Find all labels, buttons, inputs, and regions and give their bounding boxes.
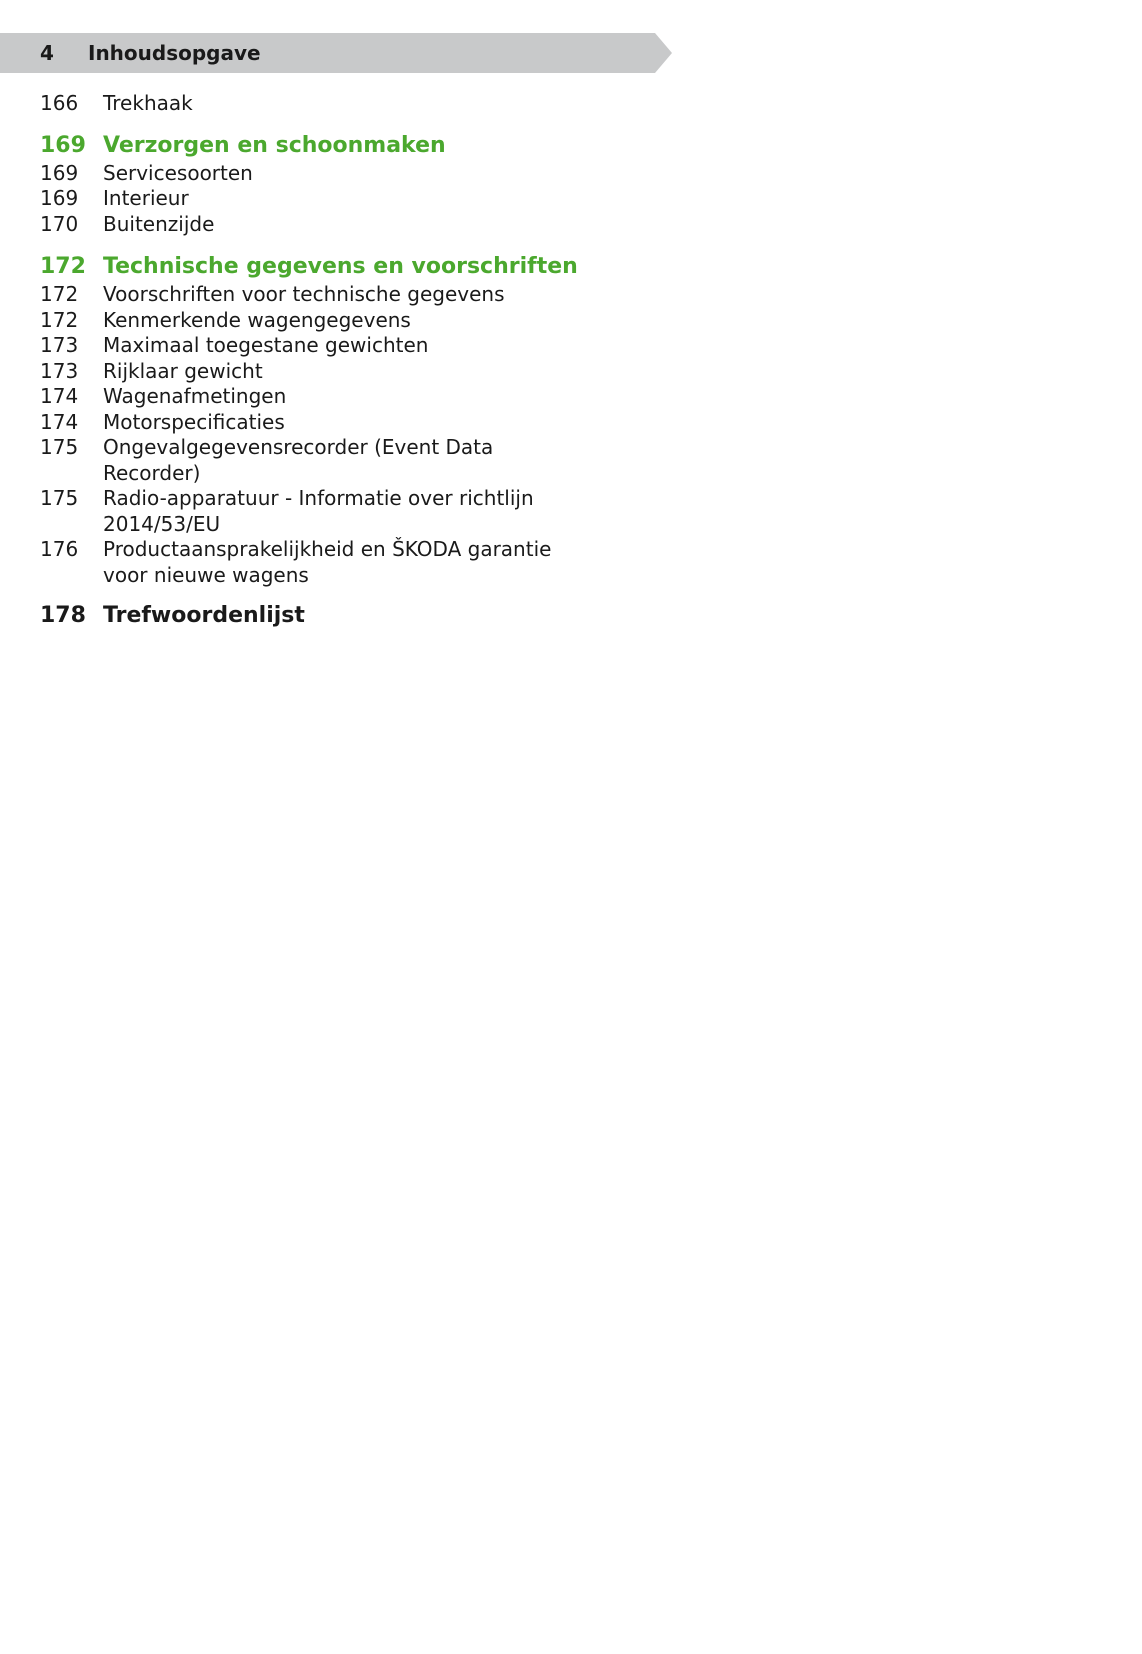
toc-page-number: 166 <box>40 91 79 115</box>
toc-title: Technische gegevens en voorschriften <box>103 254 578 279</box>
toc-page-number: 174 <box>40 410 79 434</box>
toc-title: Buitenzijde <box>103 212 215 236</box>
toc-title: Trekhaak <box>103 91 193 115</box>
toc-title: Motorspecificaties <box>103 410 285 434</box>
toc-title: Kenmerkende wagengegevens <box>103 308 411 332</box>
toc-page-number: 172 <box>40 308 79 332</box>
toc-page-number: 172 <box>40 282 79 306</box>
page-header <box>0 33 672 73</box>
toc-page-number: 169 <box>40 161 79 185</box>
toc-page-number: 170 <box>40 212 79 236</box>
header-page-number: 4 <box>40 41 54 65</box>
toc-page-number: 175 <box>40 435 79 459</box>
toc-page-number: 172 <box>40 254 86 279</box>
toc-title: Maximaal toegestane gewichten <box>103 333 429 357</box>
toc-title: Servicesoorten <box>103 161 253 185</box>
toc-page-number: 169 <box>40 186 79 210</box>
toc-title: Verzorgen en schoonmaken <box>103 133 446 158</box>
toc-page-number: 173 <box>40 333 79 357</box>
toc-page-number: 176 <box>40 537 79 561</box>
toc-page-number: 169 <box>40 133 86 158</box>
toc-page-number: 178 <box>40 603 86 628</box>
toc-title: Ongevalgegevensrecorder (Event Data Recorder) <box>103 435 494 485</box>
toc-page-number: 175 <box>40 486 79 510</box>
toc-title: Trefwoordenlijst <box>103 603 305 628</box>
toc-title: Interieur <box>103 186 189 210</box>
toc-title: Rijklaar gewicht <box>103 359 263 383</box>
toc-page-number: 173 <box>40 359 79 383</box>
header-title: Inhoudsopgave <box>88 41 261 65</box>
toc-page-number: 174 <box>40 384 79 408</box>
toc-title: Wagenafmetingen <box>103 384 287 408</box>
toc-title: Productaansprakelijkheid en ŠKODA garantie voor nieuwe wagens <box>103 537 552 587</box>
toc-title: Voorschriften voor technische gegevens <box>103 282 505 306</box>
toc-title: Radio-apparatuur - Informatie over richtlijn 2014/53/EU <box>103 486 534 536</box>
